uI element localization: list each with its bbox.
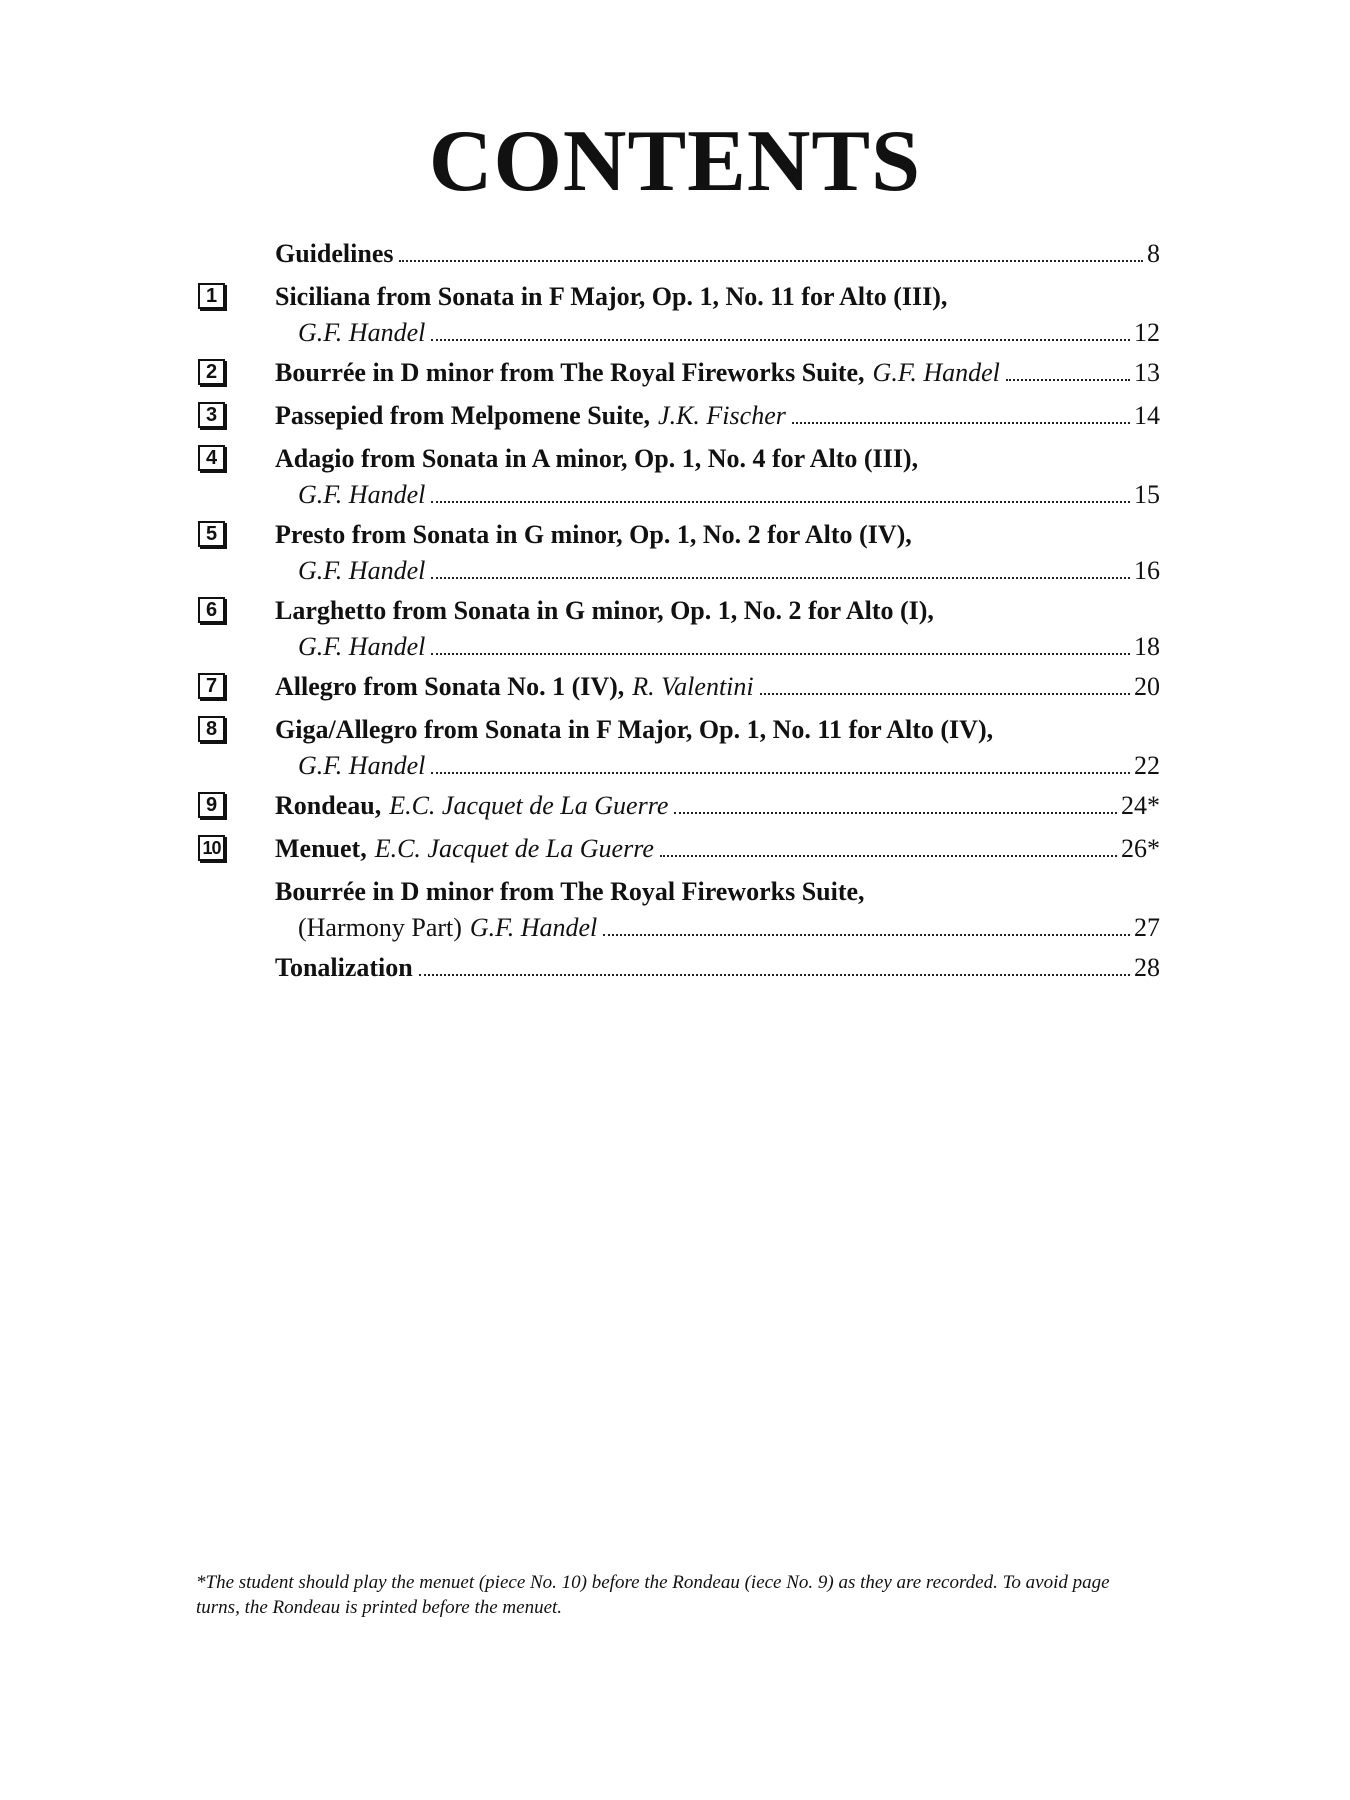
track-number-box: 6 <box>198 597 225 623</box>
toc-entry-3[interactable] <box>190 398 1160 434</box>
toc-entry-7[interactable] <box>190 669 1160 705</box>
dot-leader <box>399 260 1143 262</box>
footnote: *The student should play the menuet (piece No. 10) before the Rondeau (iece No. 9) as they are recorded. To avoid page turns, the Rondeau is printed before the menuet. <box>196 1572 1110 1618</box>
dot-leader <box>419 974 1130 976</box>
page-number: 20 <box>1134 672 1160 701</box>
toc-entry-8[interactable] <box>190 712 1160 784</box>
entry-title: Larghetto from Sonata in G minor, Op. 1, No. 2 for Alto (I), <box>275 596 934 625</box>
entry-composer: J.K. Fischer <box>658 401 786 430</box>
dot-leader <box>760 693 1130 695</box>
toc-entry-4[interactable] <box>190 441 1160 513</box>
dot-leader <box>431 772 1130 774</box>
dot-leader <box>603 934 1130 936</box>
table-of-contents <box>190 236 1160 993</box>
track-number-box: 1 <box>198 283 225 309</box>
dot-leader <box>431 501 1130 503</box>
dot-leader <box>660 855 1117 857</box>
page-number: 22 <box>1134 751 1160 780</box>
entry-title: Adagio from Sonata in A minor, Op. 1, No. 4 for Alto (III), <box>275 444 919 473</box>
toc-entry-10[interactable] <box>190 831 1160 867</box>
entry-composer: E.C. Jacquet de La Guerre <box>389 791 669 820</box>
entry-composer: G.F. Handel <box>298 318 426 347</box>
entry-title: Guidelines <box>275 239 394 268</box>
track-number-box: 9 <box>198 792 225 818</box>
toc-entry-guidelines[interactable] <box>190 236 1160 272</box>
entry-composer: G.F. Handel <box>298 751 426 780</box>
track-number-box: 5 <box>198 521 225 547</box>
page-number: 26* <box>1121 834 1160 863</box>
entry-composer: G.F. Handel <box>298 632 426 661</box>
dot-leader <box>792 422 1130 424</box>
page-number: 13 <box>1134 358 1160 387</box>
dot-leader <box>431 653 1130 655</box>
entry-title: Bourrée in D minor from The Royal Fireworks Suite, <box>275 877 865 906</box>
page-number: 27 <box>1134 913 1160 942</box>
page-number: 15 <box>1134 480 1160 509</box>
toc-entry-tonalization[interactable] <box>190 950 1160 986</box>
entry-title: Passepied from Melpomene Suite, <box>275 401 651 430</box>
dot-leader <box>431 339 1130 341</box>
page-number: 16 <box>1134 556 1160 585</box>
dot-leader <box>1006 379 1130 381</box>
track-number-box: 8 <box>198 716 225 742</box>
entry-composer: R. Valentini <box>632 672 754 701</box>
toc-entry-5[interactable] <box>190 517 1160 589</box>
page-title: CONTENTS <box>428 113 922 210</box>
toc-entry-6[interactable] <box>190 593 1160 665</box>
dot-leader <box>674 812 1117 814</box>
entry-title: Tonalization <box>275 953 413 982</box>
entry-title: Menuet, <box>275 834 367 863</box>
toc-entry-1[interactable] <box>190 279 1160 351</box>
entry-title: Giga/Allegro from Sonata in F Major, Op. 1, No. 11 for Alto (IV), <box>275 715 994 744</box>
entry-composer: G.F. Handel <box>298 480 426 509</box>
track-number-box: 7 <box>198 673 225 699</box>
toc-entry-harmony-part[interactable] <box>190 874 1160 946</box>
entry-composer: G.F. Handel <box>469 913 598 942</box>
entry-title: Siciliana from Sonata in F Major, Op. 1, No. 11 for Alto (III), <box>275 282 948 311</box>
entry-subtitle: (Harmony Part) <box>298 913 462 942</box>
track-number-box: 2 <box>198 359 225 385</box>
track-number-box: 3 <box>198 402 225 428</box>
entry-composer: G.F. Handel <box>872 358 1000 387</box>
entry-composer: G.F. Handel <box>298 556 426 585</box>
page-number: 8 <box>1147 239 1160 268</box>
entry-title: Allegro from Sonata No. 1 (IV), <box>275 672 625 701</box>
entry-title: Bourrée in D minor from The Royal Fireworks Suite, <box>275 358 865 387</box>
entry-title: Rondeau, <box>275 791 382 820</box>
track-number-box: 10 <box>198 835 225 861</box>
dot-leader <box>431 577 1130 579</box>
page-number: 14 <box>1134 401 1160 430</box>
track-number-box: 4 <box>198 445 225 471</box>
entry-composer: E.C. Jacquet de La Guerre <box>374 834 654 863</box>
page-number: 24* <box>1121 791 1160 820</box>
toc-entry-9[interactable] <box>190 788 1160 824</box>
page-number: 18 <box>1134 632 1160 661</box>
entry-title: Presto from Sonata in G minor, Op. 1, No. 2 for Alto (IV), <box>275 520 912 549</box>
toc-entry-2[interactable] <box>190 355 1160 391</box>
page-number: 28 <box>1134 953 1160 982</box>
page-number: 12 <box>1134 318 1160 347</box>
